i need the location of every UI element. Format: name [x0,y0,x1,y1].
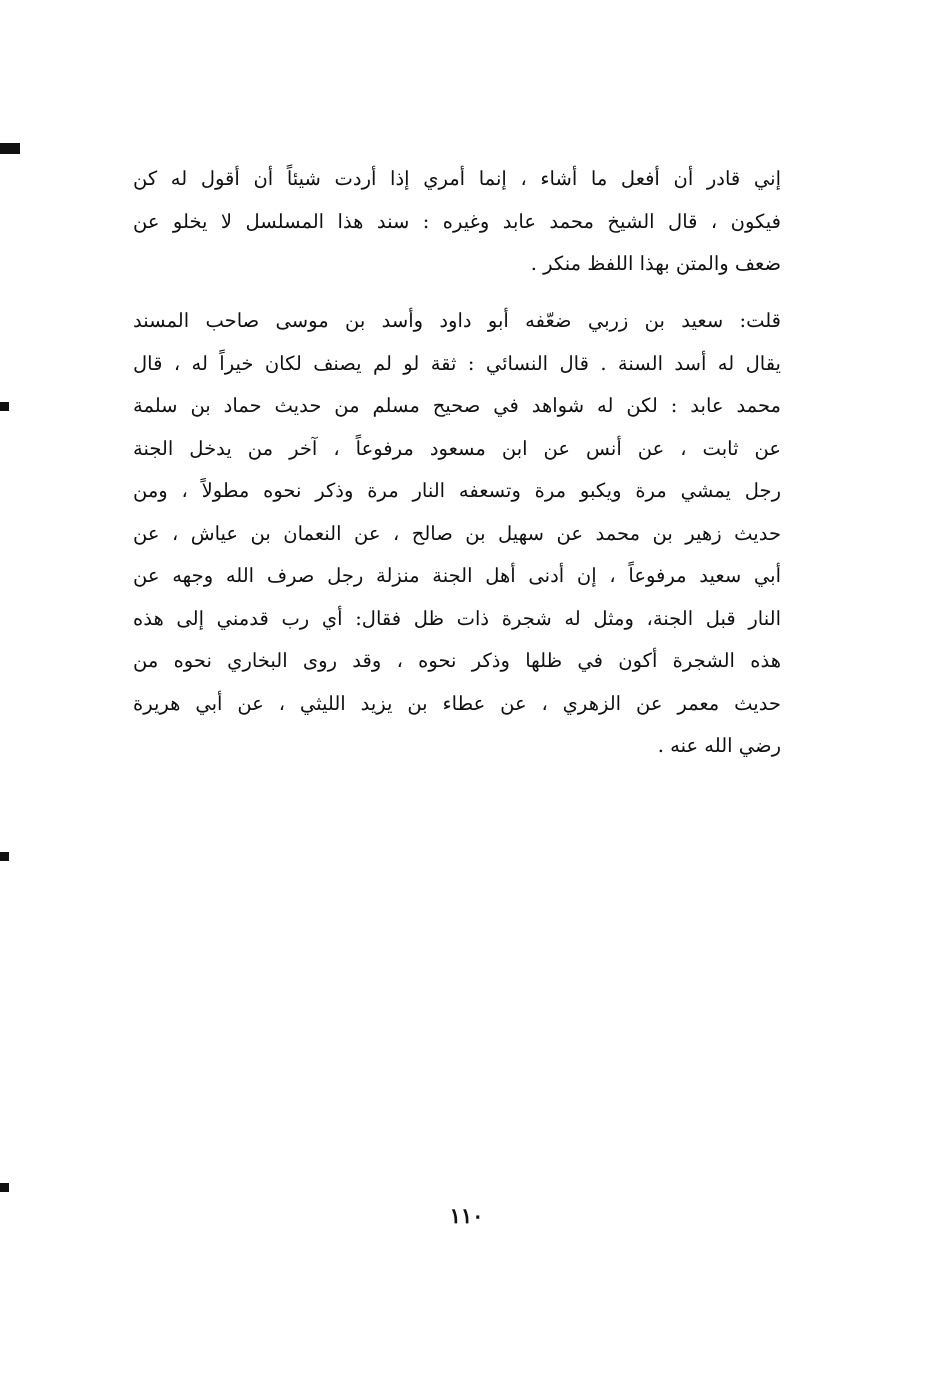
text-line: ضعف والمتن بهذا اللفظ منكر . [530,252,781,275]
text-line: رضي الله عنه . [657,734,781,757]
text-line: حديث معمر عن الزهري ، عن عطاء بن يزيد الليثي ، عن أبي هريرة [133,691,781,715]
scan-edge-mark [0,143,20,154]
text-line: هذه الشجرة أكون في ظلها وذكر نحوه ، وقد روى البخاري نحوه من [133,649,781,672]
text-line: فيكون ، قال الشيخ محمد عابد وغيره : سند هذا المسلسل لا يخلو عن [133,209,781,233]
text-line: النار قبل الجنة، ومثل له شجرة ذات ظل فقال: أي رب قدمني إلى هذه [133,606,781,630]
scan-edge-mark [0,402,9,411]
text-line: يقال له أسد السنة . قال النسائي : ثقة لو لم يصنف لكان خيراً له ، قال [133,351,781,375]
text-line: محمد عابد : لكن له شواهد في صحيح مسلم من حديث حماد بن سلمة [133,394,781,417]
text-line: أبي سعيد مرفوعاً ، إن أدنى أهل الجنة منزلة رجل صرف الله وجهه عن [133,564,781,587]
scan-edge-mark [0,852,9,861]
paragraph-1 [133,158,781,286]
scan-edge-mark [0,1183,9,1192]
text-line: عن ثابت ، عن أنس عن ابن مسعود مرفوعاً ، آخر من يدخل الجنة [133,436,781,460]
page-number: ١١٠ [449,1203,484,1228]
text-line: قلت: سعيد بن زربي ضعّفه أبو داود وأسد بن موسى صاحب المسند [133,309,781,332]
text-line: حديث زهير بن محمد عن سهيل بن صالح ، عن النعمان بن عياش ، عن [133,521,781,545]
text-line: إني قادر أن أفعل ما أشاء ، إنما أمري إذا أردت شيئاً أن أقول له كن [133,167,781,190]
text-line: رجل يمشي مرة ويكبو مرة وتسعفه النار مرة وذكر نحوه مطولاً ، ومن [133,479,781,502]
paragraph-2 [133,300,781,768]
